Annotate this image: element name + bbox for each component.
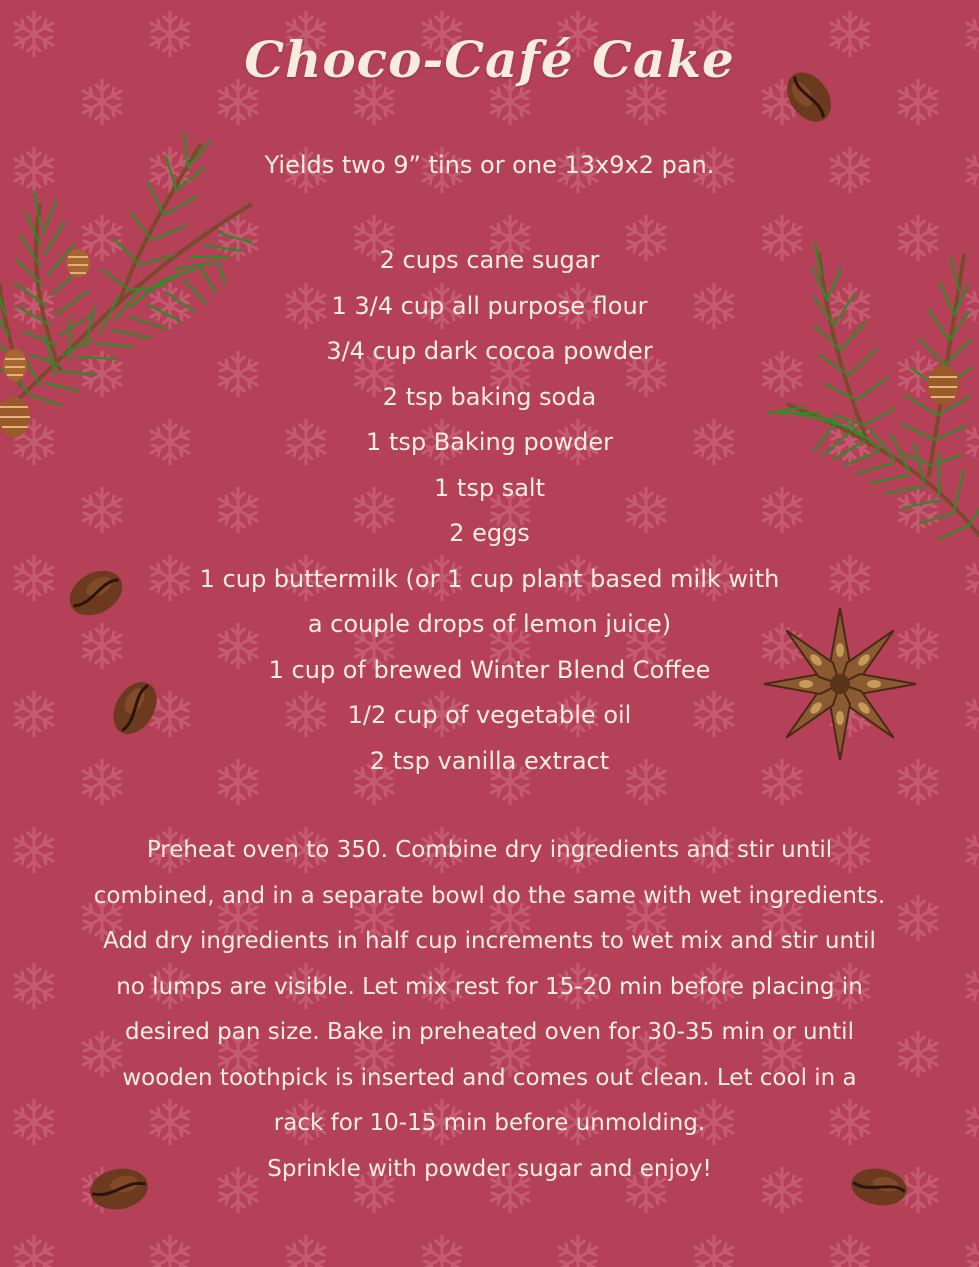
recipe-yield: Yields two 9” tins or one 13x9x2 pan. (264, 151, 715, 179)
ingredient-item: a couple drops of lemon juice) (307, 610, 672, 638)
ingredient-item: 2 eggs (449, 519, 530, 547)
ingredient-item: 1 cup of brewed Winter Blend Coffee (268, 655, 711, 684)
ingredient-item: 2 cups cane sugar (379, 246, 600, 274)
ingredient-list (0, 238, 979, 784)
ingredient-item: 1 tsp Baking powder (366, 428, 613, 456)
recipe-title: Choco-Café Cake (244, 30, 735, 89)
ingredient-item: 2 tsp baking soda (382, 382, 597, 411)
ingredient-item: 2 tsp vanilla extract (369, 746, 610, 775)
ingredient-item: 3/4 cup dark cocoa powder (326, 337, 653, 365)
ingredient-item: 1/2 cup of vegetable oil (347, 701, 632, 729)
ingredient-item: 1 3/4 cup all purpose flour (331, 291, 648, 320)
ingredient-item: 1 cup buttermilk (or 1 cup plant based milk with (199, 564, 780, 593)
recipe-instructions: Preheat oven to 350. Combine dry ingredients and stir until combined, and in a separate bowl do the same with wet ingredients. Add dry ingredients in half cup increments to wet mix and stir until no lumps are visible. Let mix rest for 15-20 min before placing in desired pan size. Bake in preheated oven for 30-35 min or until wooden toothpick is inserted and comes out clean. Let cool in a rack for 10-15 min before unmolding. Sprinkle with powder sugar and enjoy! (93, 837, 886, 1182)
ingredient-item: 1 tsp salt (434, 473, 545, 502)
